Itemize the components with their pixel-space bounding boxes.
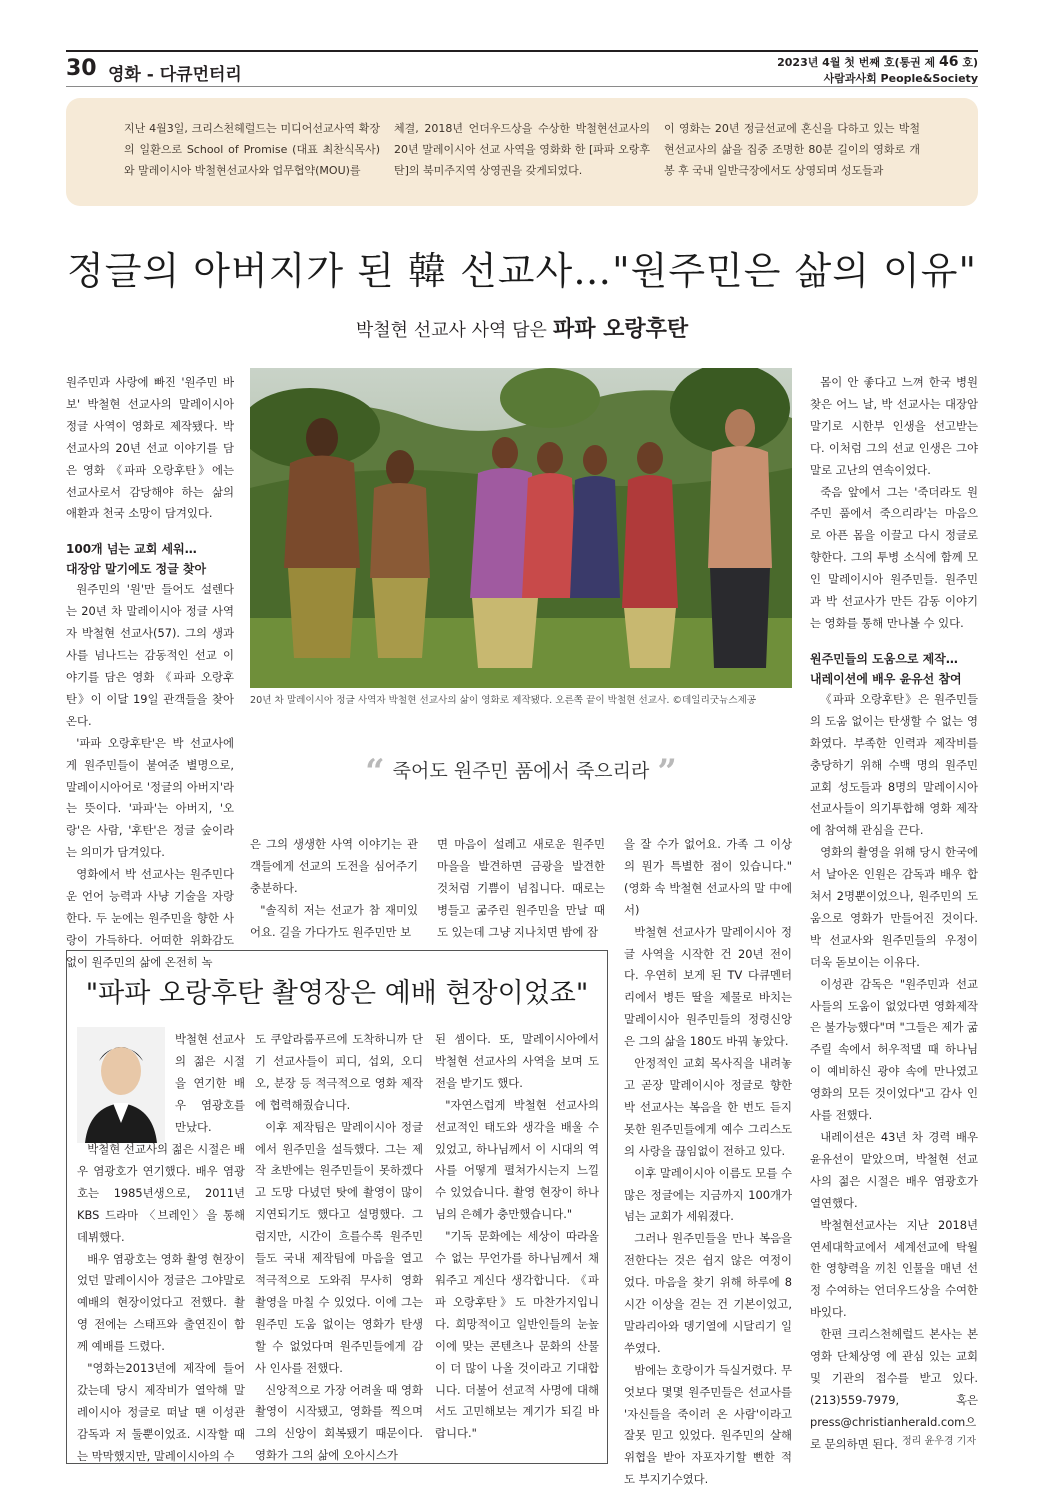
paragraph: "자연스럽게 박철현 선교사의 선교적인 태도와 생각을 배울 수 있었고, 하나님께서 이 시대의 역사를 어떻게 펼쳐가시는지 느낄 수 있었습니다. 촬영 현장이 하나님의 은혜가 충만했습니다." bbox=[435, 1097, 599, 1222]
paragraph: 한편 크리스천헤럴드 본사는 본 영화 단체상영 에 관심 있는 교회 및 기관의 접수를 받고 있다. (213)559-7979, 혹은 press@christianherald.com으로 문의하면 된다. bbox=[810, 1327, 978, 1451]
actor-portrait bbox=[77, 1027, 165, 1143]
paragraph: 면 마음이 설레고 새로운 원주민 마을을 발견하면 금광을 발견한 것처럼 기쁨이 넘칩니다. 때로는 병들고 굶주린 원주민을 만날 때도 있는데 그냥 지나치면 밤에 잠 bbox=[437, 837, 605, 939]
paragraph: 도 쿠알라룸푸르에 도착하니까 단기 선교사들이 피디, 섭외, 오디오, 분장 등 적극적으로 영화 제작에 협력해줬습니다. bbox=[255, 1032, 423, 1112]
paragraph: 밤에는 호랑이가 득실거렸다. 무엇보다 몇몇 원주민들은 선교사를 '자신들을 죽이러 온 사람'이라고 잘못 믿고 있었다. 원주민의 살해 위협을 받아 자포자기할 뻔한 적도 부지기수였다. bbox=[624, 1362, 792, 1487]
paragraph: 된 셈이다. 또, 말레이시아에서 박철현 선교사의 사역을 보며 도전을 받기도 했다. bbox=[435, 1032, 599, 1090]
subhead-film-title: 파파 오랑후탄 bbox=[552, 317, 689, 342]
paragraph: 《파파 오랑후탄》은 원주민들의 도움 없이는 탄생할 수 없는 영화였다. 부족한 인력과 제작비를 충당하기 위해 수백 명의 원주민교회 성도들과 8명의 말레이시아 선교사들이 의기투합해 영화 제작에 참여해 관심을 끈다. bbox=[810, 691, 978, 838]
header-rule bbox=[66, 50, 978, 52]
interview-column-1 bbox=[77, 1139, 245, 1468]
paragraph: 원주민의 '원'만 들어도 설렌다는 20년 차 말레이시아 정글 사역자 박철현 선교사(57). 그의 생과 사를 넘나드는 감동적인 선교 이야기를 담은 영화 《파파 오랑후탄》이 이달 19일 관객들을 찾아온다. bbox=[66, 582, 234, 728]
article-column-4 bbox=[624, 834, 792, 1488]
close-quote-icon: ” bbox=[657, 752, 677, 792]
photo-caption: 20년 차 말레이시아 정글 사역자 박철현 선교사의 삶이 영화로 제작됐다. 오른쪽 끝이 박철현 선교사. ©데일리굿뉴스제공 bbox=[250, 695, 757, 706]
header-rule-thin bbox=[66, 86, 978, 87]
section-heading-2 bbox=[810, 649, 978, 689]
issue-number: 46 bbox=[939, 54, 959, 70]
page-number: 30 bbox=[66, 56, 97, 81]
issue-prefix: 2023년 4월 첫 번째 호(통권 제 bbox=[777, 56, 940, 69]
interview-lead bbox=[175, 1029, 245, 1139]
paragraph: 이후 말레이시아 이름도 모를 수많은 정글에는 지금까지 100개가 넘는 교회가 세워졌다. bbox=[624, 1165, 792, 1224]
summary-col-1: 지난 4월3일, 크리스천헤럴드는 미디어선교사역 확장의 일환으로 School of Promise (대표 최찬식목사)와 말레이시아 박철현선교사와 업무협약(MOU)를 bbox=[124, 122, 380, 177]
heading-line-1: 100개 넘는 교회 세워… bbox=[66, 542, 197, 557]
paragraph: 박철현 선교사의 젊은 시절은 배우 염광호가 연기했다. 배우 염광호는 1985년생으로, 2011년 KBS 드라마 〈브레인〉을 통해 데뷔했다. bbox=[77, 1142, 245, 1244]
interview-column-2 bbox=[255, 1029, 423, 1467]
heading-line-1: 원주민들의 도움으로 제작… bbox=[810, 651, 958, 666]
paragraph: 박철현 선교사의 젊은 시절을 연기한 배우 염광호를 만났다. bbox=[175, 1032, 245, 1134]
article-column-1 bbox=[66, 372, 234, 974]
subheadline bbox=[0, 312, 1044, 343]
paragraph: 신앙적으로 가장 어려울 때 영화 촬영이 시작됐고, 영화를 찍으며 그의 신앙이 회복됐기 때문이다. 영화가 그의 삶에 오아시스가 bbox=[255, 1382, 423, 1463]
paragraph: 을 잘 수가 없어요. 가족 그 이상의 뭔가 특별한 점이 있습니다."(영화 속 박철현 선교사의 말 中에서) bbox=[624, 837, 792, 917]
paragraph: 박철현선교사는 지난 2018년 연세대학교에서 세계선교에 탁월한 영향력을 끼친 인물을 매년 선정 수여하는 언더우드상을 수여한 바있다. bbox=[810, 1217, 978, 1320]
jungle-group-photo bbox=[250, 368, 792, 688]
heading-line-2: 대장암 말기에도 정글 찾아 bbox=[66, 562, 207, 577]
pull-quote-text: 죽어도 원주민 품에서 죽으리라 bbox=[392, 760, 650, 782]
headline: 정글의 아버지가 된 韓 선교사…"원주민은 삶의 이유" bbox=[67, 249, 977, 293]
paragraph: 그러나 원주민들을 만나 복음을 전한다는 것은 쉽지 않은 여정이었다. 마음을 찾기 위해 하루에 8시간 이상을 걷는 건 기본이었고, 말라리아와 뎅기열에 시달리기 일쑤였다. bbox=[624, 1231, 792, 1355]
subhead-lead: 박철현 선교사 사역 담은 bbox=[355, 320, 547, 341]
byline: 정리 윤우경 기자 bbox=[902, 1436, 976, 1447]
paragraph: "영화는2013년에 제작에 들어갔는데 당시 제작비가 열악해 말레이시아 정글로 떠날 땐 이성관 감독과 저 둘뿐이었죠. 시작할 때는 막막했지만, 말레이시아의 수 bbox=[77, 1361, 245, 1463]
section-label: 영화 - 다큐먼터리 bbox=[108, 65, 242, 85]
paragraph: "기독 문화에는 세상이 따라올 수 없는 무언가를 하나님께서 채워주고 계신다 생각합니다. 《파파 오랑후탄》도 마찬가지입니다. 희망적이고 일반인들의 눈높이에 맞는 콘텐츠나 문화의 산물이 더 많이 나올 것이라고 기대합니다. 더불어 선교적 사명에 대해서도 고민해보는 계기가 되길 바랍니다." bbox=[435, 1229, 599, 1441]
paragraph: 내레이션은 43년 차 경력 배우 윤유선이 맡았으며, 박철현 선교사의 젊은 시절은 배우 염광호가 열연했다. bbox=[810, 1130, 978, 1210]
article-column-5 bbox=[810, 372, 978, 1456]
article-photo bbox=[250, 368, 792, 688]
paragraph: 영화에서 박 선교사는 원주민다운 언어 능력과 사냥 기술을 자랑한다. 두 눈에는 원주민을 향한 사랑이 가득하다. 어떠한 위화감도 없이 원주민의 삶에 온전히 녹 bbox=[66, 867, 234, 969]
paragraph: 은 그의 생생한 사역 이야기는 관객들에게 선교의 도전을 심어주기 충분하다. bbox=[250, 837, 418, 895]
interview-box bbox=[66, 950, 608, 1464]
article-column-2 bbox=[250, 834, 418, 944]
paragraph: 이성관 감독은 "원주민과 선교사들의 도움이 없었다면 영화제작은 불가능했다"며 "그들은 제가 굶주릴 속에서 허우적댈 때 하나님이 예비하신 광야 속에 만나였고 영화의 모든 것이었다"고 감사 인사를 전했다. bbox=[810, 976, 979, 1123]
interview-column-3 bbox=[435, 1029, 599, 1445]
publication-name: 사람과사회 People&Society bbox=[823, 72, 978, 85]
section-heading-1 bbox=[66, 539, 234, 579]
open-quote-icon: “ bbox=[365, 752, 385, 792]
pull-quote bbox=[250, 752, 792, 792]
paragraph: 배우 염광호는 영화 촬영 현장이었던 말레이시아 정글은 그야말로 예배의 현장이었다고 전했다. 촬영 전에는 스태프와 출연진이 함께 예배를 드렸다. bbox=[77, 1251, 245, 1354]
paragraph: '파파 오랑후탄'은 박 선교사에게 원주민들이 붙여준 별명으로, 말레이시아어로 '정글의 아버지'라는 뜻이다. '파파'는 아버지, '오랑'은 사람, '후탄'은 정글 숲이라는 의미가 담겨있다. bbox=[66, 735, 234, 860]
paragraph: 안정적인 교회 목사직을 내려놓고 곧장 말레이시아 정글로 향한 박 선교사는 복음을 한 번도 듣지 못한 원주민들에게 예수 그리스도의 사랑을 끊임없이 전하고 있다. bbox=[624, 1056, 792, 1158]
paragraph: 이후 제작팀은 말레이시아 정글에서 원주민을 설득했다. 그는 제작 초반에는 원주민들이 못하겠다고 도망 다녔던 탓에 촬영이 많이 지연되기도 했다고 설명했다. 그럼지만, 시간이 흐를수록 원주민들도 국내 제작팀에 마음을 열고 적극적으로 도와줘 무사히 영화 촬영을 마칠 수 있었다. 이에 그는 원주민 도움 없이는 영화가 탄생할 수 없었다며 원주민들에게 감사 인사를 전했다. bbox=[255, 1119, 423, 1375]
heading-line-2: 내레이션에 배우 윤유선 참여 bbox=[810, 671, 962, 686]
paragraph: 영화의 촬영을 위해 당시 한국에서 날아온 인원은 감독과 배우 합쳐서 2명뿐이었으나, 원주민의 도움으로 영화가 만들어진 것이다. 박 선교사와 원주민들의 우정이 더욱 돋보이는 이유다. bbox=[810, 845, 978, 969]
paragraph: 박철현 선교사가 말레이시아 정글 사역을 시작한 건 20년 전이다. 우연히 보게 된 TV 다큐멘터리에서 병든 딸을 제물로 바치는 말레이시아 원주민들의 정령신앙은 그의 삶을 180도 바꿔 놓았다. bbox=[624, 924, 792, 1049]
issue-suffix: 호) bbox=[958, 56, 978, 69]
paragraph: 죽음 앞에서 그는 '죽더라도 원주민 품에서 죽으리라'는 마음으로 아픈 몸을 이끌고 다시 정글로 향한다. 그의 투병 소식에 함께 모인 말레이시아 원주민들. 원주민과 박 선교사가 만든 감동 이야기는 영화를 통해 만나볼 수 있다. bbox=[810, 484, 978, 630]
portrait-photo bbox=[77, 1027, 165, 1143]
summary-col-3: 이 영화는 20년 정글선교에 혼신을 다하고 있는 박철현선교사의 삶을 집중 조명한 80분 길이의 영화로 개봉 후 국내 일반극장에서도 상영되며 성도들과 bbox=[664, 122, 920, 177]
paragraph: "솔직히 저는 선교가 참 재미있어요. 길을 가다가도 원주민만 보 bbox=[250, 902, 418, 939]
interview-title: "파파 오랑후탄 촬영장은 예배 현장이었죠" bbox=[85, 978, 589, 1009]
summary-col-2: 체결, 2018년 언더우드상을 수상한 박철현선교사의 20년 말레이시아 선교 사역을 영화화 한 [파파 오랑후탄]의 북미주지역 상영권을 갖게되었다. bbox=[394, 122, 650, 177]
article-column-3 bbox=[437, 834, 605, 944]
article-intro: 원주민과 사랑에 빠진 '원주민 바보' 박철현 선교사의 말레이시아 정글 사역이 영화로 제작됐다. 박선교사의 20년 선교 이야기를 담은 영화 《파파 오랑후탄》에는 선교사로서 감당해야 하는 삶의 애환과 천국 소망이 담겨있다. bbox=[66, 375, 234, 521]
paragraph: 몸이 안 좋다고 느껴 한국 병원 찾은 어느 날, 박 선교사는 대장암 말기로 시한부 인생을 선고받는다. 이처럼 그의 선교 인생은 그야말로 고난의 연속이었다. bbox=[810, 375, 978, 477]
summary-box bbox=[66, 98, 978, 206]
issue-info bbox=[777, 54, 978, 70]
